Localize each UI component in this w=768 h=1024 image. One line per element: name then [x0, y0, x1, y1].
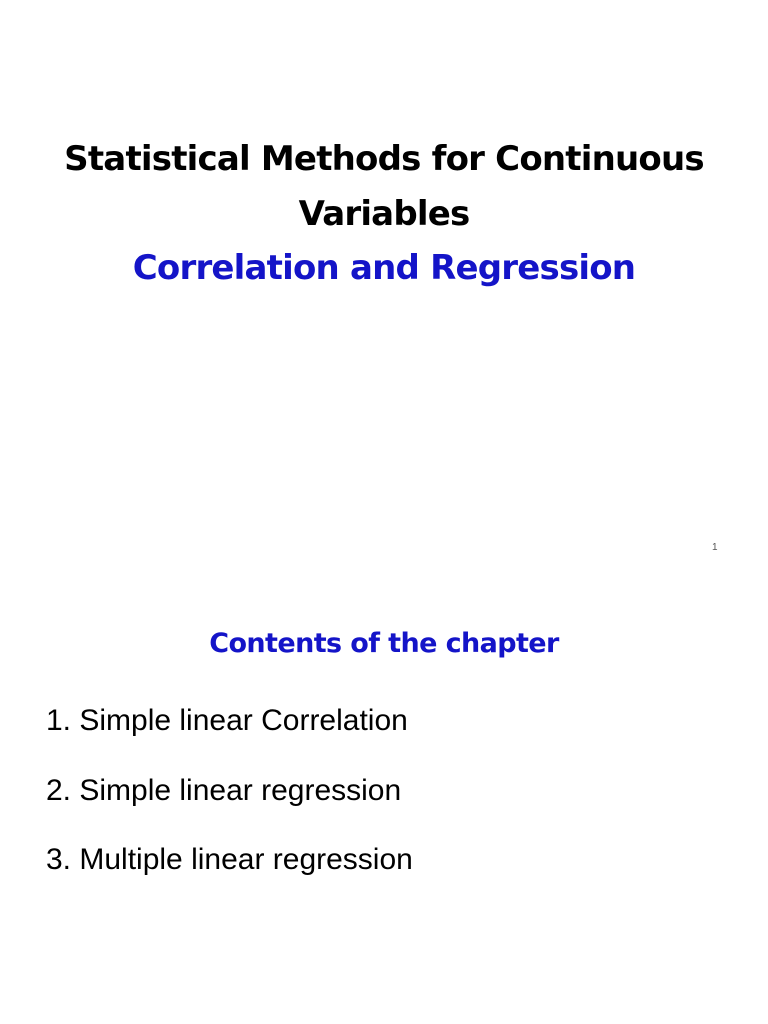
contents-heading: Contents of the chapter [209, 628, 559, 659]
contents-list-item: 1. Simple linear Correlation [46, 704, 408, 737]
slide-subtitle: Correlation and Regression [132, 248, 636, 288]
page-number: 1 [712, 542, 718, 553]
contents-list-item: 3. Multiple linear regression [46, 843, 413, 876]
contents-slide [0, 576, 768, 1024]
contents-list-item: 2. Simple linear regression [46, 774, 402, 807]
slide-title-line-2: Variables [298, 194, 470, 234]
slide-title-line-1: Statistical Methods for Continuous [64, 139, 704, 179]
